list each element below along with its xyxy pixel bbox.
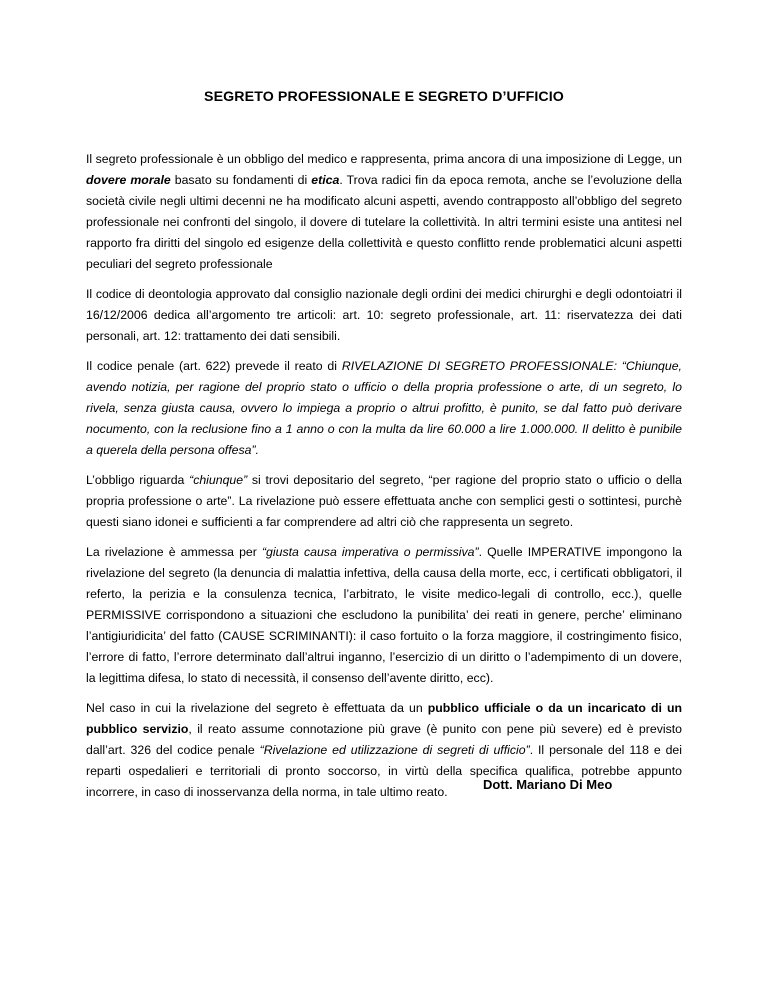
pubblico-text-1: Nel caso in cui la rivelazione del segreto è effettuata da un: [86, 701, 428, 715]
pubblico-text-2: , il reato assume connotazione più grave (è punito con pene più severe) ed è previsto dall’art. 326 del codice penale: [86, 722, 682, 757]
codice-penale-text: Il codice penale (art. 622) prevede il reato di: [86, 359, 342, 373]
emphasis-giusta-causa: “giusta causa imperativa o permissiva”: [261, 545, 479, 559]
emphasis-etica: etica: [311, 173, 340, 187]
intro-text-2: basato su fondamenti di: [170, 173, 312, 187]
emphasis-pubblico-ufficiale: pubblico ufficiale o da un incaricato di un pubblico servizio: [86, 701, 682, 736]
obbligo-text-2: si trovi depositario del segreto, “per ragione del proprio stato o ufficio o della propria professione o arte”. La rivelazione può essere effettuata anche con semplici gesti o sottintesi, purchè questi siano idonei e sufficienti a far comprendere ad altri ciò che rappresenta un segreto.: [86, 473, 682, 529]
paragraph-intro: [86, 149, 682, 275]
paragraph-obbligo: [86, 470, 682, 533]
emphasis-chiunque: “chiunque”: [189, 473, 248, 487]
paragraph-giusta-causa: [86, 542, 682, 689]
paragraph-codice-penale: [86, 356, 682, 461]
article-326-title: “Rivelazione ed utilizzazione di segreti di ufficio”: [259, 743, 530, 757]
giusta-causa-text-1: La rivelazione è ammessa per: [86, 545, 262, 559]
giusta-causa-text-2: . Quelle IMPERATIVE impongono la rivelazione del segreto (la denuncia di malattia infettiva, della causa della morte, ecc, i certificati obbligatori, il referto, la perizia e la consulenza tecnica, l’arbitrato, le visite medico-legali di controllo, ecc.), quelle PERMISSIVE corrispondono a situazioni che escludono la punibilita’ dei reati in genere, perche’ eliminano l’antigiuridicita’ del fatto (CAUSE SCRIMINANTI): il caso fortuito o la forza maggiore, il costringimento fisico, l’errore di fatto, l’errore determinato dall’altrui inganno, l’esercizio di un diritto o l’adempimento di un dovere, la legittima difesa, lo stato di necessità, il consenso dell’avente diritto, ecc).: [86, 545, 682, 685]
document-title: SEGRETO PROFESSIONALE E SEGRETO D’UFFICIO: [204, 89, 564, 105]
intro-text-3: . Trova radici fin da epoca remota, anche se l’evoluzione della società civile negli ultimi decenni ne ha modificato alcuni aspetti, avendo contrapposto all’obbligo del segreto professionale nei confronti del singolo, il dovere di tutelare la collettività. In altri termini esiste una antitesi nel rapporto fra diritti del singolo ed esigenze della collettività e questo conflitto rende problematici alcuni aspetti peculiari del segreto professionale: [86, 173, 682, 271]
obbligo-text-1: L’obbligo riguarda: [86, 473, 190, 487]
article-622-quote: RIVELAZIONE DI SEGRETO PROFESSIONALE: “Chiunque, avendo notizia, per ragione del proprio stato o ufficio o della propria professione o arte, di un segreto, lo rivela, senza giusta causa, ovvero lo impiega a proprio o altrui profitto, è punito, se dal fatto può derivare nocumento, con la reclusione fino a 1 anno o con la multa da lire 60.000 a lire 1.000.000. Il delitto è punibile a querela della persona offesa”.: [86, 359, 682, 457]
pubblico-text-3: . Il personale del 118 e dei reparti ospedalieri e territoriali di pronto soccorso, in virtù della specifica qualifica, potrebbe appunto incorrere, in caso di inosservanza della norma, in tale ultimo reato.: [86, 743, 683, 799]
paragraph-codice-deontologia: Il codice di deontologia approvato dal consiglio nazionale degli ordini dei medici chirurghi e degli odontoiatri il 16/12/2006 dedica all’argomento tre articoli: art. 10: segreto professionale, art. 11: riservatezza dei dati personali, art. 12: trattamento dei dati sensibili.: [86, 287, 682, 343]
author-signature: Dott. Mariano Di Meo: [483, 777, 613, 792]
emphasis-dovere-morale: dovere morale: [86, 173, 171, 187]
document-body: [86, 149, 682, 812]
intro-text-1: Il segreto professionale è un obbligo del medico e rappresenta, prima ancora di una imposizione di Legge, un: [86, 152, 682, 166]
